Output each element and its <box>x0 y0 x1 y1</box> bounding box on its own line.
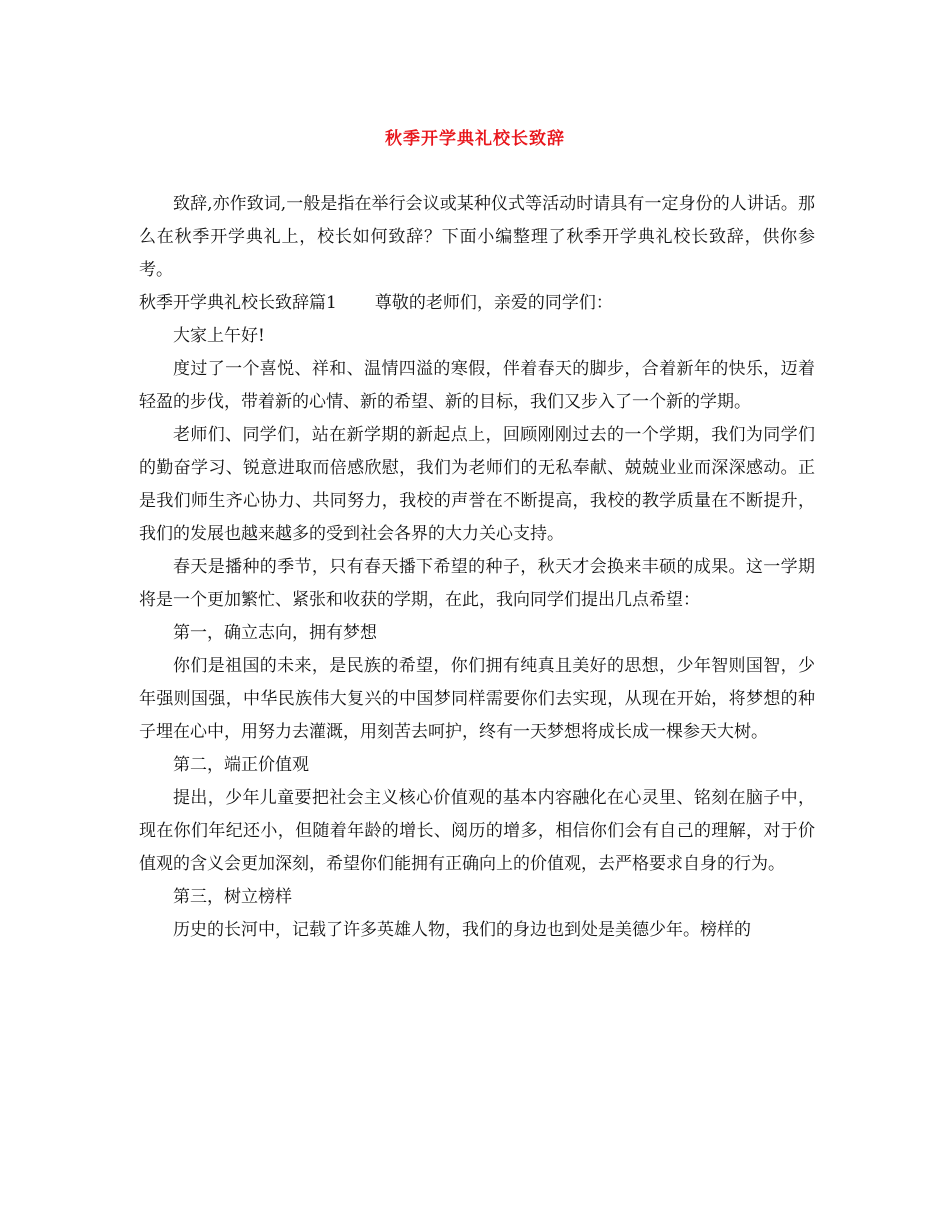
section-heading-line <box>139 287 815 320</box>
intro-paragraph: 致辞,亦作致词,一般是指在举行会议或某种仪式等活动时请具有一定身份的人讲话。那么在秋季开学典礼上，校长如何致辞？下面小编整理了秋季开学典礼校长致辞，供你参考。 <box>139 194 815 280</box>
body-paragraph: 度过了一个喜悦、祥和、温情四溢的寒假，伴着春天的脚步，合着新年的快乐，迈着轻盈的步伐，带着新的心情、新的希望、新的目标，我们又步入了一个新的学期。 <box>139 359 815 412</box>
section-heading: 秋季开学典礼校长致辞篇1 <box>139 293 337 313</box>
point-heading: 第二，端正价值观 <box>173 755 309 775</box>
document-body <box>139 188 815 947</box>
body-paragraph: 春天是播种的季节，只有春天播下希望的种子，秋天才会换来丰硕的成果。这一学期将是一个更加繁忙、紧张和收获的学期，在此，我向同学们提出几点希望： <box>139 557 815 610</box>
salutation: 尊敬的老师们，亲爱的同学们： <box>374 293 613 313</box>
body-paragraph: 历史的长河中，记载了许多英雄人物，我们的身边也到处是美德少年。榜样的 <box>173 920 751 940</box>
body-paragraph: 提出，少年儿童要把社会主义核心价值观的基本内容融化在心灵里、铭刻在脑子中，现在你们年纪还小，但随着年龄的增长、阅历的增多，相信你们会有自己的理解，对于价值观的含义会更加深刻，希望你们能拥有正确向上的价值观，去严格要求自身的行为。 <box>139 788 815 874</box>
point-heading: 第三，树立榜样 <box>173 887 292 907</box>
point-heading: 第一，确立志向，拥有梦想 <box>173 623 377 643</box>
document-title: 秋季开学典礼校长致辞 <box>385 129 565 149</box>
body-paragraph: 你们是祖国的未来，是民族的希望，你们拥有纯真且美好的思想，少年智则国智，少年强则国强，中华民族伟大复兴的中国梦同样需要你们去实现，从现在开始，将梦想的种子埋在心中，用努力去灌溉，用刻苦去呵护，终有一天梦想将成长成一棵参天大树。 <box>139 656 815 742</box>
body-paragraph: 老师们、同学们，站在新学期的新起点上，回顾刚刚过去的一个学期，我们为同学们的勤奋学习、锐意进取而倍感欣慰，我们为老师们的无私奉献、兢兢业业而深深感动。正是我们师生齐心协力、共同努力，我校的声誉在不断提高，我校的教学质量在不断提升，我们的发展也越来越多的受到社会各界的大力关心支持。 <box>139 425 815 544</box>
greeting: 大家上午好! <box>173 326 265 346</box>
